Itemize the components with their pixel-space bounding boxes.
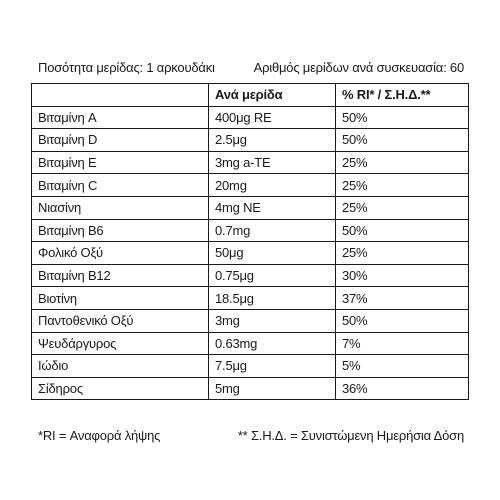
ri-percent-cell: 50% [336,219,469,242]
nutrient-cell: Βιταμίνη A [32,106,209,129]
ri-footnote: *RI = Αναφορά λήψης [38,428,161,443]
servings-per-package-text: Αριθμός μερίδων ανά συσκευασία: 60 [253,60,464,75]
nutrient-cell: Σίδηρος [32,377,209,400]
per-serving-cell: 18.5μg [209,287,336,310]
per-serving-cell: 7.5μg [209,355,336,378]
per-serving-cell: 400μg RE [209,106,336,129]
nutrition-table [31,83,469,400]
ri-percent-cell: 30% [336,264,469,287]
per-serving-cell: 4mg NE [209,196,336,219]
per-serving-cell: 0.75μg [209,264,336,287]
column-header-per-serving: Ανά μερίδα [209,84,336,107]
nutrient-cell: Βιοτίνη [32,287,209,310]
ri-percent-cell: 25% [336,196,469,219]
nutrient-cell: Βιταμίνη C [32,174,209,197]
per-serving-cell: 5mg [209,377,336,400]
footnotes [38,428,464,448]
table-row [32,151,469,174]
table-row [32,129,469,152]
ri-percent-cell: 7% [336,332,469,355]
ri-percent-cell: 25% [336,151,469,174]
ri-percent-cell: 50% [336,309,469,332]
ri-percent-cell: 36% [336,377,469,400]
nutrient-cell: Βιταμίνη B12 [32,264,209,287]
column-header-nutrient [32,84,209,107]
column-header-ri: % RI* / Σ.Η.Δ.** [336,84,469,107]
table-row [32,377,469,400]
nutrient-cell: Φολικό Οξύ [32,242,209,265]
serving-info-header [38,60,464,80]
nutrient-cell: Βιταμίνη E [32,151,209,174]
nutrient-cell: Νιασίνη [32,196,209,219]
rda-footnote: ** Σ.Η.Δ. = Συνιστώμενη Ημερήσια Δόση [237,428,464,443]
ri-percent-cell: 5% [336,355,469,378]
table-header-row [32,84,469,107]
per-serving-cell: 2.5μg [209,129,336,152]
table-row [32,309,469,332]
table-row [32,106,469,129]
serving-size-text: Ποσότητα μερίδας: 1 αρκουδάκι [38,60,215,75]
per-serving-cell: 0.63mg [209,332,336,355]
nutrient-cell: Ιώδιο [32,355,209,378]
nutrient-cell: Ψευδάργυρος [32,332,209,355]
per-serving-cell: 0.7mg [209,219,336,242]
nutrient-cell: Βιταμίνη B6 [32,219,209,242]
ri-percent-cell: 25% [336,242,469,265]
ri-percent-cell: 25% [336,174,469,197]
per-serving-cell: 20mg [209,174,336,197]
ri-percent-cell: 37% [336,287,469,310]
table-row [32,219,469,242]
table-row [32,196,469,219]
table-row [32,264,469,287]
table-row [32,355,469,378]
ri-percent-cell: 50% [336,106,469,129]
ri-percent-cell: 50% [336,129,469,152]
table-row [32,332,469,355]
table-row [32,287,469,310]
nutrient-cell: Παντοθενικό Οξύ [32,309,209,332]
per-serving-cell: 3mg a-TE [209,151,336,174]
per-serving-cell: 3mg [209,309,336,332]
per-serving-cell: 50μg [209,242,336,265]
nutrient-cell: Βιταμίνη D [32,129,209,152]
table-row [32,242,469,265]
table-row [32,174,469,197]
